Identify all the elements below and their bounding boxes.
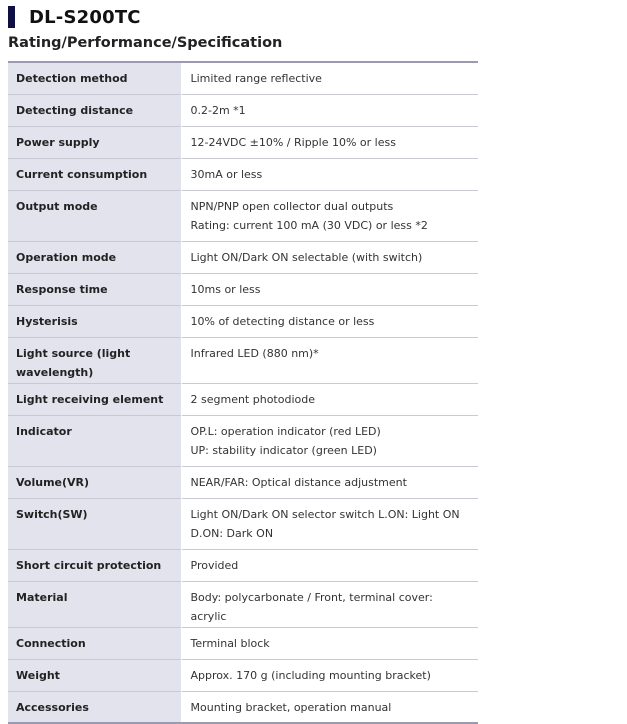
spec-value-line: Limited range reflective bbox=[190, 72, 322, 85]
table-row bbox=[8, 466, 478, 498]
spec-value bbox=[181, 549, 478, 581]
table-row bbox=[8, 498, 478, 549]
spec-value-line: 10% of detecting distance or less bbox=[190, 314, 375, 328]
table-row bbox=[8, 383, 478, 415]
spec-value-line: OP.L: operation indicator (red LED) bbox=[190, 424, 381, 438]
table-row bbox=[8, 659, 478, 691]
spec-label: Connection bbox=[8, 627, 181, 659]
spec-value bbox=[181, 94, 478, 126]
spec-value-line: 12-24VDC ±10% / Ripple 10% or less bbox=[190, 135, 396, 149]
spec-value bbox=[181, 466, 478, 498]
spec-label: Operation mode bbox=[8, 241, 181, 273]
spec-label: Light receiving element bbox=[8, 383, 181, 415]
spec-value-line: Infrared LED (880 nm)* bbox=[190, 346, 319, 360]
spec-value bbox=[181, 581, 478, 627]
title-accent-bar bbox=[8, 6, 15, 28]
spec-value bbox=[181, 498, 478, 549]
spec-label: Switch(SW) bbox=[8, 498, 181, 549]
spec-value-line: Terminal block bbox=[190, 636, 270, 650]
spec-value bbox=[181, 190, 478, 241]
table-row bbox=[8, 241, 478, 273]
spec-value-line: Mounting bracket, operation manual bbox=[190, 700, 392, 714]
spec-value-line: Approx. 170 g (including mounting bracket) bbox=[190, 668, 431, 682]
spec-value bbox=[181, 241, 478, 273]
spec-label: Power supply bbox=[8, 126, 181, 158]
spec-value-line: Light ON/Dark ON selectable (with switch) bbox=[190, 250, 423, 264]
spec-label: Hysterisis bbox=[8, 305, 181, 337]
spec-value bbox=[181, 158, 478, 190]
table-row bbox=[8, 126, 478, 158]
spec-value-line: D.ON: Dark ON bbox=[190, 527, 274, 540]
page-header bbox=[8, 6, 141, 28]
spec-table bbox=[8, 61, 478, 724]
table-row bbox=[8, 627, 478, 659]
table-row bbox=[8, 94, 478, 126]
spec-value-line: 2 segment photodiode bbox=[190, 392, 315, 406]
spec-value bbox=[181, 273, 478, 305]
table-row bbox=[8, 415, 478, 466]
section-subtitle: Rating/Performance/Specification bbox=[8, 35, 283, 51]
spec-value bbox=[181, 126, 478, 158]
spec-value bbox=[181, 383, 478, 415]
spec-value-line: Light ON/Dark ON selector switch L.ON: Light ON bbox=[190, 507, 460, 521]
page-title: DL-S200TC bbox=[29, 6, 141, 28]
spec-value-line: 0.2-2m *1 bbox=[190, 103, 246, 117]
spec-label: Response time bbox=[8, 273, 181, 305]
spec-label: Short circuit protection bbox=[8, 549, 181, 581]
spec-value bbox=[181, 659, 478, 691]
spec-value-line: 30mA or less bbox=[190, 167, 263, 181]
table-row bbox=[8, 273, 478, 305]
spec-label: Weight bbox=[8, 659, 181, 691]
spec-label: Detection method bbox=[8, 62, 181, 94]
spec-value-line: Provided bbox=[190, 558, 239, 572]
spec-value-line: Rating: current 100 mA (30 VDC) or less *2 bbox=[190, 219, 428, 232]
spec-label: Material bbox=[8, 581, 181, 627]
spec-value-line: 10ms or less bbox=[190, 282, 261, 296]
spec-value-line: UP: stability indicator (green LED) bbox=[190, 444, 377, 457]
spec-label: Light source (light wavelength) bbox=[8, 337, 181, 383]
table-row bbox=[8, 62, 478, 94]
spec-value-line: Body: polycarbonate / Front, terminal cover: acrylic bbox=[190, 590, 433, 623]
table-row bbox=[8, 305, 478, 337]
spec-value-line: NEAR/FAR: Optical distance adjustment bbox=[190, 475, 407, 489]
table-row bbox=[8, 337, 478, 383]
table-row bbox=[8, 190, 478, 241]
spec-value bbox=[181, 627, 478, 659]
table-row bbox=[8, 158, 478, 190]
spec-label: Output mode bbox=[8, 190, 181, 241]
table-row bbox=[8, 549, 478, 581]
table-row bbox=[8, 691, 478, 723]
spec-value bbox=[181, 62, 478, 94]
spec-table-body bbox=[8, 62, 478, 723]
spec-value bbox=[181, 337, 478, 383]
spec-label: Accessories bbox=[8, 691, 181, 723]
spec-label: Current consumption bbox=[8, 158, 181, 190]
spec-value-line: NPN/PNP open collector dual outputs bbox=[190, 199, 394, 213]
spec-value bbox=[181, 415, 478, 466]
spec-label: Indicator bbox=[8, 415, 181, 466]
spec-value bbox=[181, 305, 478, 337]
spec-value bbox=[181, 691, 478, 723]
spec-label: Volume(VR) bbox=[8, 466, 181, 498]
table-row bbox=[8, 581, 478, 627]
spec-label: Detecting distance bbox=[8, 94, 181, 126]
